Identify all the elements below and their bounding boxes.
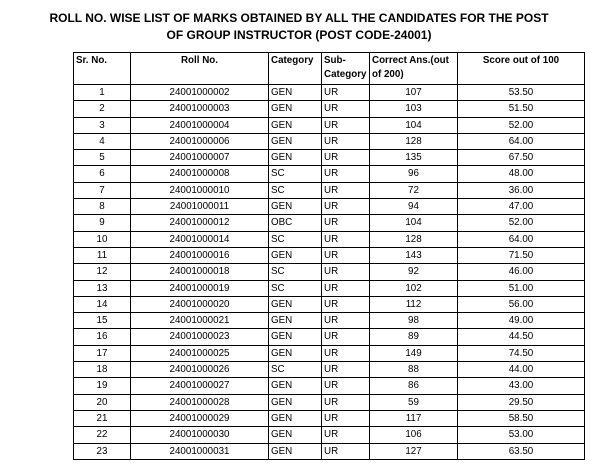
cell-roll-no: 24001000006 xyxy=(131,133,269,149)
table-row xyxy=(74,296,585,312)
cell-correct-answers: 127 xyxy=(370,443,458,459)
title-line-1: ROLL NO. WISE LIST OF MARKS OBTAINED BY ALL THE CANDIDATES FOR THE POST xyxy=(49,11,549,25)
cell-category: GEN xyxy=(269,101,322,117)
cell-category: OBC xyxy=(269,215,322,231)
cell-score: 67.50 xyxy=(458,150,585,166)
cell-sub-category: UR xyxy=(322,378,370,394)
cell-score: 74.50 xyxy=(458,345,585,361)
table-row xyxy=(74,247,585,263)
table-row xyxy=(74,410,585,426)
table-row xyxy=(74,150,585,166)
cell-category: GEN xyxy=(269,427,322,443)
cell-roll-no: 24001000007 xyxy=(131,150,269,166)
cell-correct-answers: 103 xyxy=(370,101,458,117)
cell-sr-no: 4 xyxy=(74,133,131,149)
table-row xyxy=(74,231,585,247)
marks-table xyxy=(73,52,585,460)
cell-roll-no: 24001000020 xyxy=(131,296,269,312)
cell-roll-no: 24001000018 xyxy=(131,264,269,280)
cell-correct-answers: 92 xyxy=(370,264,458,280)
header-sub-category: Sub-Category xyxy=(322,53,370,85)
cell-category: GEN xyxy=(269,329,322,345)
cell-sr-no: 10 xyxy=(74,231,131,247)
cell-roll-no: 24001000031 xyxy=(131,443,269,459)
header-category: Category xyxy=(269,53,322,85)
cell-category: GEN xyxy=(269,85,322,101)
title-line-2: OF GROUP INSTRUCTOR (POST CODE-24001) xyxy=(166,28,432,42)
table-header-row xyxy=(74,53,585,85)
cell-category: GEN xyxy=(269,394,322,410)
cell-roll-no: 24001000030 xyxy=(131,427,269,443)
cell-category: SC xyxy=(269,231,322,247)
cell-score: 49.00 xyxy=(458,313,585,329)
cell-sub-category: UR xyxy=(322,85,370,101)
cell-sr-no: 2 xyxy=(74,101,131,117)
cell-sr-no: 12 xyxy=(74,264,131,280)
cell-correct-answers: 135 xyxy=(370,150,458,166)
cell-category: GEN xyxy=(269,117,322,133)
cell-sub-category: UR xyxy=(322,329,370,345)
cell-category: GEN xyxy=(269,247,322,263)
cell-sub-category: UR xyxy=(322,182,370,198)
cell-score: 56.00 xyxy=(458,296,585,312)
cell-sr-no: 14 xyxy=(74,296,131,312)
cell-score: 64.00 xyxy=(458,231,585,247)
cell-category: SC xyxy=(269,166,322,182)
header-roll-no: Roll No. xyxy=(131,53,269,85)
cell-category: GEN xyxy=(269,296,322,312)
cell-category: SC xyxy=(269,182,322,198)
cell-roll-no: 24001000014 xyxy=(131,231,269,247)
cell-correct-answers: 102 xyxy=(370,280,458,296)
table-row xyxy=(74,117,585,133)
cell-category: GEN xyxy=(269,313,322,329)
table-row xyxy=(74,280,585,296)
cell-correct-answers: 128 xyxy=(370,133,458,149)
cell-roll-no: 24001000025 xyxy=(131,345,269,361)
cell-roll-no: 24001000023 xyxy=(131,329,269,345)
header-score: Score out of 100 xyxy=(458,53,585,85)
cell-sr-no: 16 xyxy=(74,329,131,345)
cell-sr-no: 9 xyxy=(74,215,131,231)
cell-score: 52.00 xyxy=(458,117,585,133)
cell-score: 46.00 xyxy=(458,264,585,280)
cell-roll-no: 24001000008 xyxy=(131,166,269,182)
cell-sub-category: UR xyxy=(322,410,370,426)
cell-correct-answers: 59 xyxy=(370,394,458,410)
table-row xyxy=(74,443,585,459)
cell-score: 64.00 xyxy=(458,133,585,149)
cell-correct-answers: 149 xyxy=(370,345,458,361)
cell-category: GEN xyxy=(269,345,322,361)
table-row xyxy=(74,182,585,198)
cell-score: 51.50 xyxy=(458,101,585,117)
table-row xyxy=(74,166,585,182)
header-sr-no: Sr. No. xyxy=(74,53,131,85)
cell-roll-no: 24001000029 xyxy=(131,410,269,426)
table-row xyxy=(74,329,585,345)
cell-sub-category: UR xyxy=(322,280,370,296)
cell-sub-category: UR xyxy=(322,394,370,410)
table-body xyxy=(74,85,585,460)
cell-category: GEN xyxy=(269,150,322,166)
cell-sub-category: UR xyxy=(322,296,370,312)
cell-sub-category: UR xyxy=(322,166,370,182)
cell-sub-category: UR xyxy=(322,313,370,329)
cell-roll-no: 24001000027 xyxy=(131,378,269,394)
table-row xyxy=(74,362,585,378)
cell-category: GEN xyxy=(269,133,322,149)
cell-correct-answers: 86 xyxy=(370,378,458,394)
cell-score: 29.50 xyxy=(458,394,585,410)
cell-sr-no: 6 xyxy=(74,166,131,182)
cell-sr-no: 5 xyxy=(74,150,131,166)
cell-score: 47.00 xyxy=(458,199,585,215)
cell-sr-no: 19 xyxy=(74,378,131,394)
cell-score: 53.00 xyxy=(458,427,585,443)
cell-sr-no: 20 xyxy=(74,394,131,410)
cell-score: 52.00 xyxy=(458,215,585,231)
cell-sr-no: 15 xyxy=(74,313,131,329)
cell-correct-answers: 89 xyxy=(370,329,458,345)
cell-roll-no: 24001000011 xyxy=(131,199,269,215)
cell-sr-no: 11 xyxy=(74,247,131,263)
cell-score: 71.50 xyxy=(458,247,585,263)
cell-score: 63.50 xyxy=(458,443,585,459)
cell-roll-no: 24001000003 xyxy=(131,101,269,117)
cell-sr-no: 21 xyxy=(74,410,131,426)
cell-roll-no: 24001000028 xyxy=(131,394,269,410)
cell-sub-category: UR xyxy=(322,427,370,443)
cell-score: 43.00 xyxy=(458,378,585,394)
cell-roll-no: 24001000016 xyxy=(131,247,269,263)
cell-sub-category: UR xyxy=(322,117,370,133)
cell-sub-category: UR xyxy=(322,101,370,117)
cell-correct-answers: 128 xyxy=(370,231,458,247)
cell-sub-category: UR xyxy=(322,199,370,215)
cell-score: 48.00 xyxy=(458,166,585,182)
document-title xyxy=(0,10,598,44)
cell-score: 58.50 xyxy=(458,410,585,426)
cell-correct-answers: 104 xyxy=(370,117,458,133)
cell-sr-no: 13 xyxy=(74,280,131,296)
cell-category: GEN xyxy=(269,410,322,426)
cell-category: GEN xyxy=(269,378,322,394)
cell-correct-answers: 143 xyxy=(370,247,458,263)
cell-sub-category: UR xyxy=(322,264,370,280)
cell-sr-no: 3 xyxy=(74,117,131,133)
table-row xyxy=(74,345,585,361)
cell-score: 44.00 xyxy=(458,362,585,378)
cell-roll-no: 24001000019 xyxy=(131,280,269,296)
cell-roll-no: 24001000021 xyxy=(131,313,269,329)
cell-sub-category: UR xyxy=(322,443,370,459)
cell-category: SC xyxy=(269,264,322,280)
cell-correct-answers: 106 xyxy=(370,427,458,443)
table-row xyxy=(74,101,585,117)
cell-sub-category: UR xyxy=(322,345,370,361)
cell-sub-category: UR xyxy=(322,215,370,231)
cell-roll-no: 24001000012 xyxy=(131,215,269,231)
cell-score: 36.00 xyxy=(458,182,585,198)
cell-sub-category: UR xyxy=(322,231,370,247)
cell-category: GEN xyxy=(269,443,322,459)
cell-correct-answers: 98 xyxy=(370,313,458,329)
cell-category: SC xyxy=(269,362,322,378)
table-row xyxy=(74,264,585,280)
cell-correct-answers: 96 xyxy=(370,166,458,182)
cell-sr-no: 22 xyxy=(74,427,131,443)
cell-sr-no: 1 xyxy=(74,85,131,101)
cell-correct-answers: 72 xyxy=(370,182,458,198)
table-row xyxy=(74,378,585,394)
cell-roll-no: 24001000026 xyxy=(131,362,269,378)
cell-sr-no: 17 xyxy=(74,345,131,361)
cell-sub-category: UR xyxy=(322,362,370,378)
cell-correct-answers: 94 xyxy=(370,199,458,215)
table-row xyxy=(74,85,585,101)
table-row xyxy=(74,133,585,149)
cell-score: 44.50 xyxy=(458,329,585,345)
cell-correct-answers: 112 xyxy=(370,296,458,312)
cell-sub-category: UR xyxy=(322,133,370,149)
cell-category: GEN xyxy=(269,199,322,215)
cell-sr-no: 8 xyxy=(74,199,131,215)
cell-score: 53.50 xyxy=(458,85,585,101)
cell-correct-answers: 107 xyxy=(370,85,458,101)
table-row xyxy=(74,313,585,329)
table-row xyxy=(74,394,585,410)
cell-correct-answers: 88 xyxy=(370,362,458,378)
cell-sub-category: UR xyxy=(322,247,370,263)
cell-roll-no: 24001000002 xyxy=(131,85,269,101)
cell-roll-no: 24001000010 xyxy=(131,182,269,198)
table-row xyxy=(74,427,585,443)
cell-correct-answers: 117 xyxy=(370,410,458,426)
cell-sr-no: 18 xyxy=(74,362,131,378)
cell-correct-answers: 104 xyxy=(370,215,458,231)
cell-category: SC xyxy=(269,280,322,296)
cell-sr-no: 7 xyxy=(74,182,131,198)
cell-score: 51.00 xyxy=(458,280,585,296)
cell-roll-no: 24001000004 xyxy=(131,117,269,133)
header-correct-answers: Correct Ans.(out of 200) xyxy=(370,53,458,85)
table-row xyxy=(74,215,585,231)
cell-sub-category: UR xyxy=(322,150,370,166)
cell-sr-no: 23 xyxy=(74,443,131,459)
table-row xyxy=(74,199,585,215)
